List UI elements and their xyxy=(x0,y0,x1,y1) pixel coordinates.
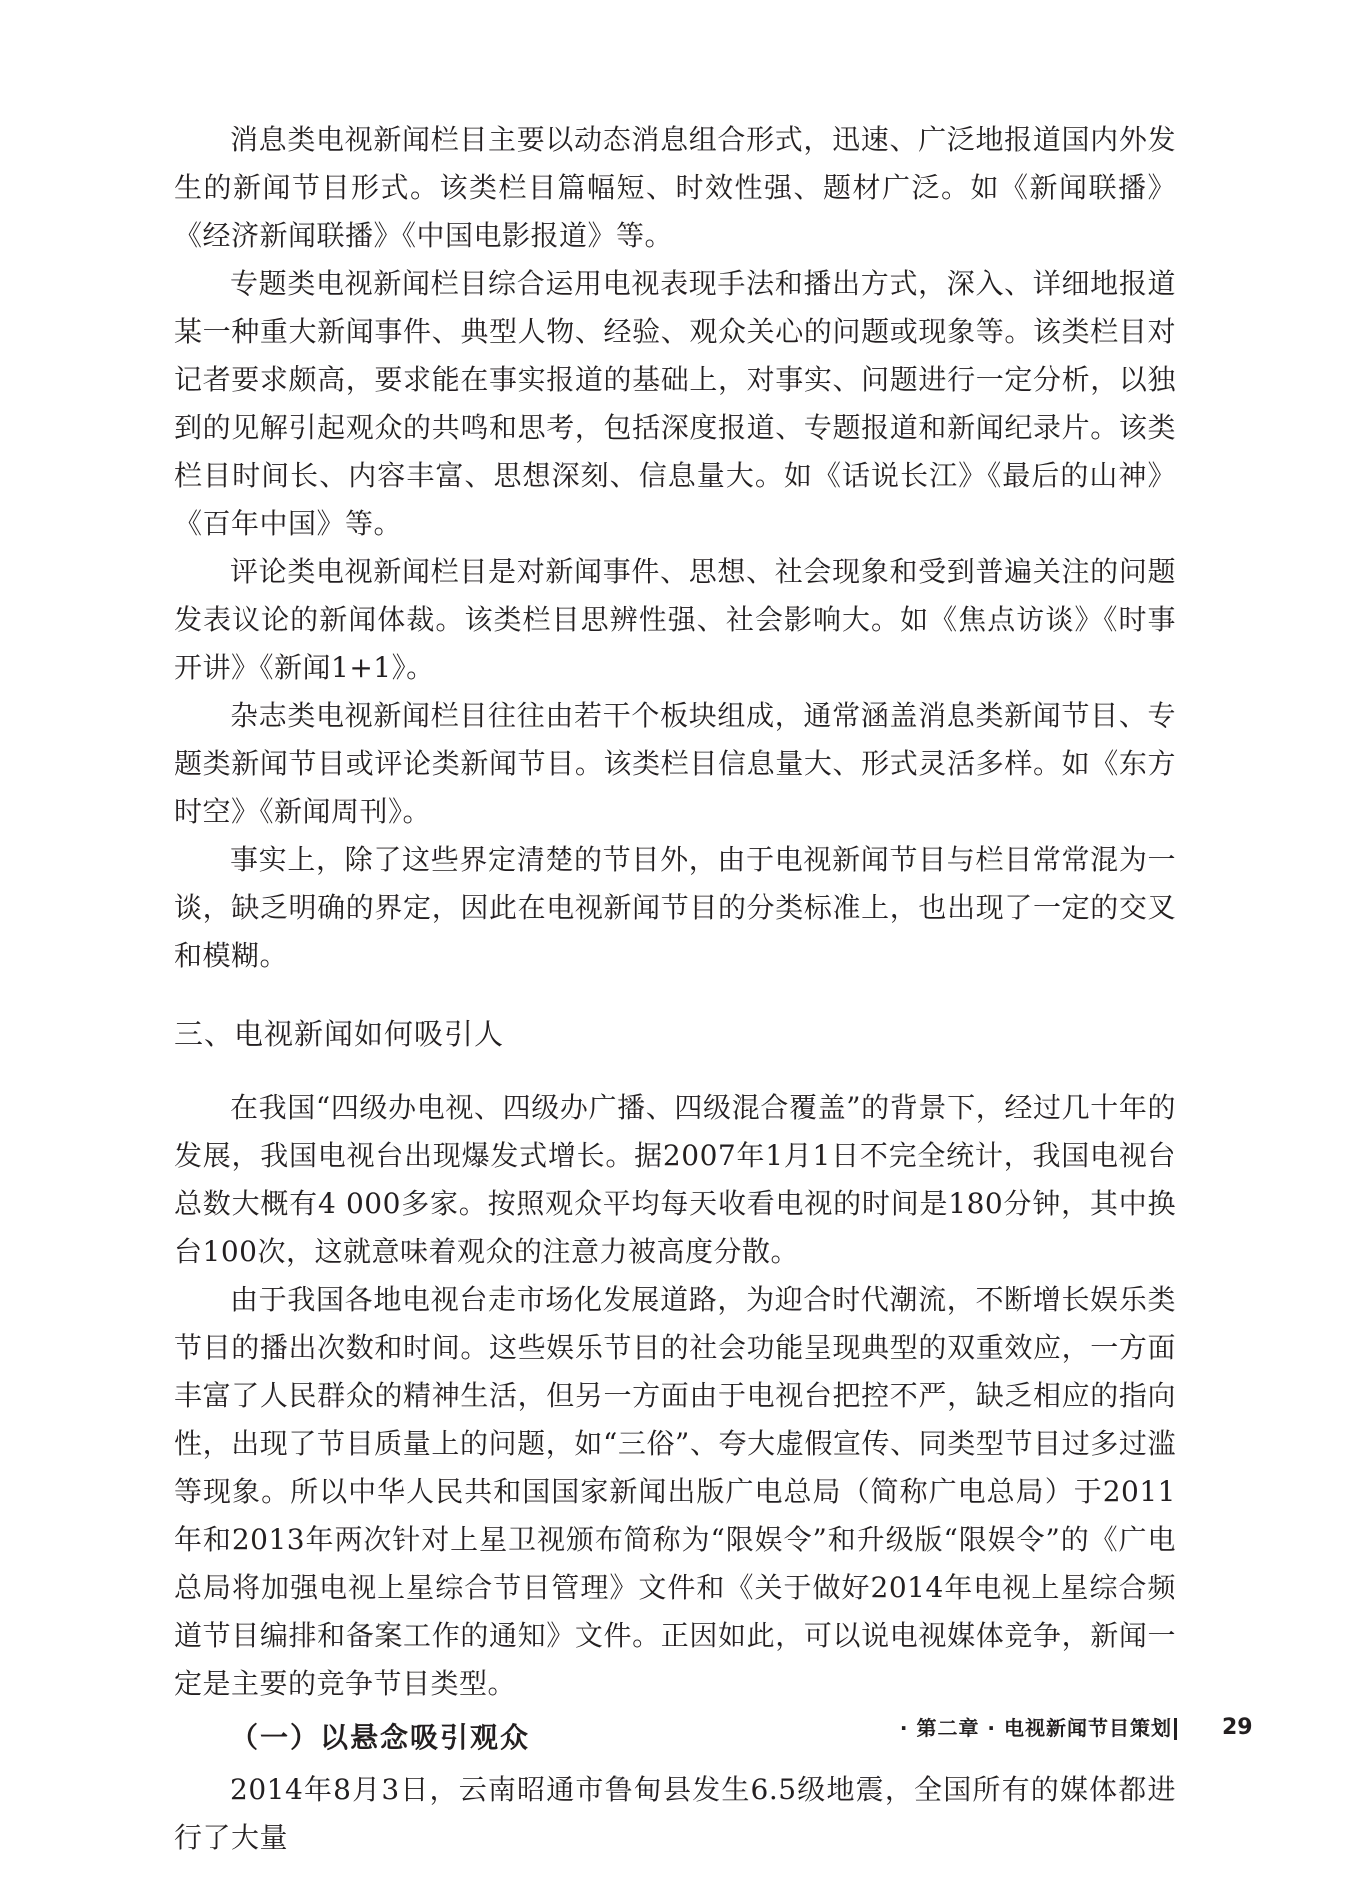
page-footer xyxy=(0,1708,1352,1748)
paragraph-entertainment-regulation: 由于我国各地电视台走市场化发展道路，为迎合时代潮流，不断增长娱乐类节目的播出次数和时间。这些娱乐节目的社会功能呈现典型的双重效应，一方面丰富了人民群众的精神生活，但另一方面由于电视台把控不严，缺乏相应的指向性，出现了节目质量上的问题，如“三俗”、夸大虚假宣传、同类型节目过多过滥等现象。所以中华人民共和国国家新闻出版广电总局（简称广电总局）于2011年和2013年两次针对上星卫视颁布简称为“限娱令”和升级版“限娱令”的《广电总局将加强电视上星综合节目管理》文件和《关于做好2014年电视上星综合频道节目编排和备案工作的通知》文件。正因如此，可以说电视媒体竞争，新闻一定是主要的竞争节目类型。 xyxy=(174,1283,1176,1700)
sub-heading: （一）以悬念吸引观众 xyxy=(230,1721,531,1754)
paragraph-feature-programs: 专题类电视新闻栏目综合运用电视表现手法和播出方式，深入、详细地报道某一种重大新闻事件、典型人物、经验、观众关心的问题或现象等。该类栏目对记者要求颇高，要求能在事实报道的基础上，对事实、问题进行一定分析，以独到的见解引起观众的共鸣和思考，包括深度报道、专题报道和新闻纪录片。该类栏目时间长、内容丰富、思想深刻、信息量大。如《话说长江》《最后的山神》《百年中国》等。 xyxy=(174,267,1176,540)
page-body xyxy=(174,116,1176,1862)
paragraph-tv-growth: 在我国“四级办电视、四级办广播、四级混合覆盖”的背景下，经过几十年的发展，我国电视台出现爆发式增长。据2007年1月1日不完全统计，我国电视台总数大概有4 000多家。按照观众平均每天收看电视的时间是180分钟，其中换台100次，这就意味着观众的注意力被高度分散。 xyxy=(174,1091,1176,1268)
footer-divider xyxy=(1174,1718,1177,1740)
section-heading: 三、电视新闻如何吸引人 xyxy=(174,1017,505,1051)
paragraph-earthquake: 2014年8月3日，云南昭通市鲁甸县发生6.5级地震，全国所有的媒体都进行了大量 xyxy=(174,1773,1176,1854)
paragraph-commentary-programs: 评论类电视新闻栏目是对新闻事件、思想、社会现象和受到普遍关注的问题发表议论的新闻体裁。该类栏目思辨性强、社会影响大。如《焦点访谈》《时事开讲》《新闻1+1》。 xyxy=(174,555,1176,684)
page-number: 29 xyxy=(1222,1715,1253,1740)
paragraph-magazine-programs: 杂志类电视新闻栏目往往由若干个板块组成，通常涵盖消息类新闻节目、专题类新闻节目或评论类新闻节目。该类栏目信息量大、形式灵活多样。如《东方时空》《新闻周刊》。 xyxy=(174,699,1176,828)
running-footer-chapter: · 第二章 · 电视新闻节目策划 xyxy=(899,1716,1172,1740)
paragraph-news-programs: 消息类电视新闻栏目主要以动态消息组合形式，迅速、广泛地报道国内外发生的新闻节目形式。该类栏目篇幅短、时效性强、题材广泛。如《新闻联播》《经济新闻联播》《中国电影报道》等。 xyxy=(174,123,1176,252)
paragraph-classification-note: 事实上，除了这些界定清楚的节目外，由于电视新闻节目与栏目常常混为一谈，缺乏明确的界定，因此在电视新闻节目的分类标准上，也出现了一定的交叉和模糊。 xyxy=(174,843,1176,972)
